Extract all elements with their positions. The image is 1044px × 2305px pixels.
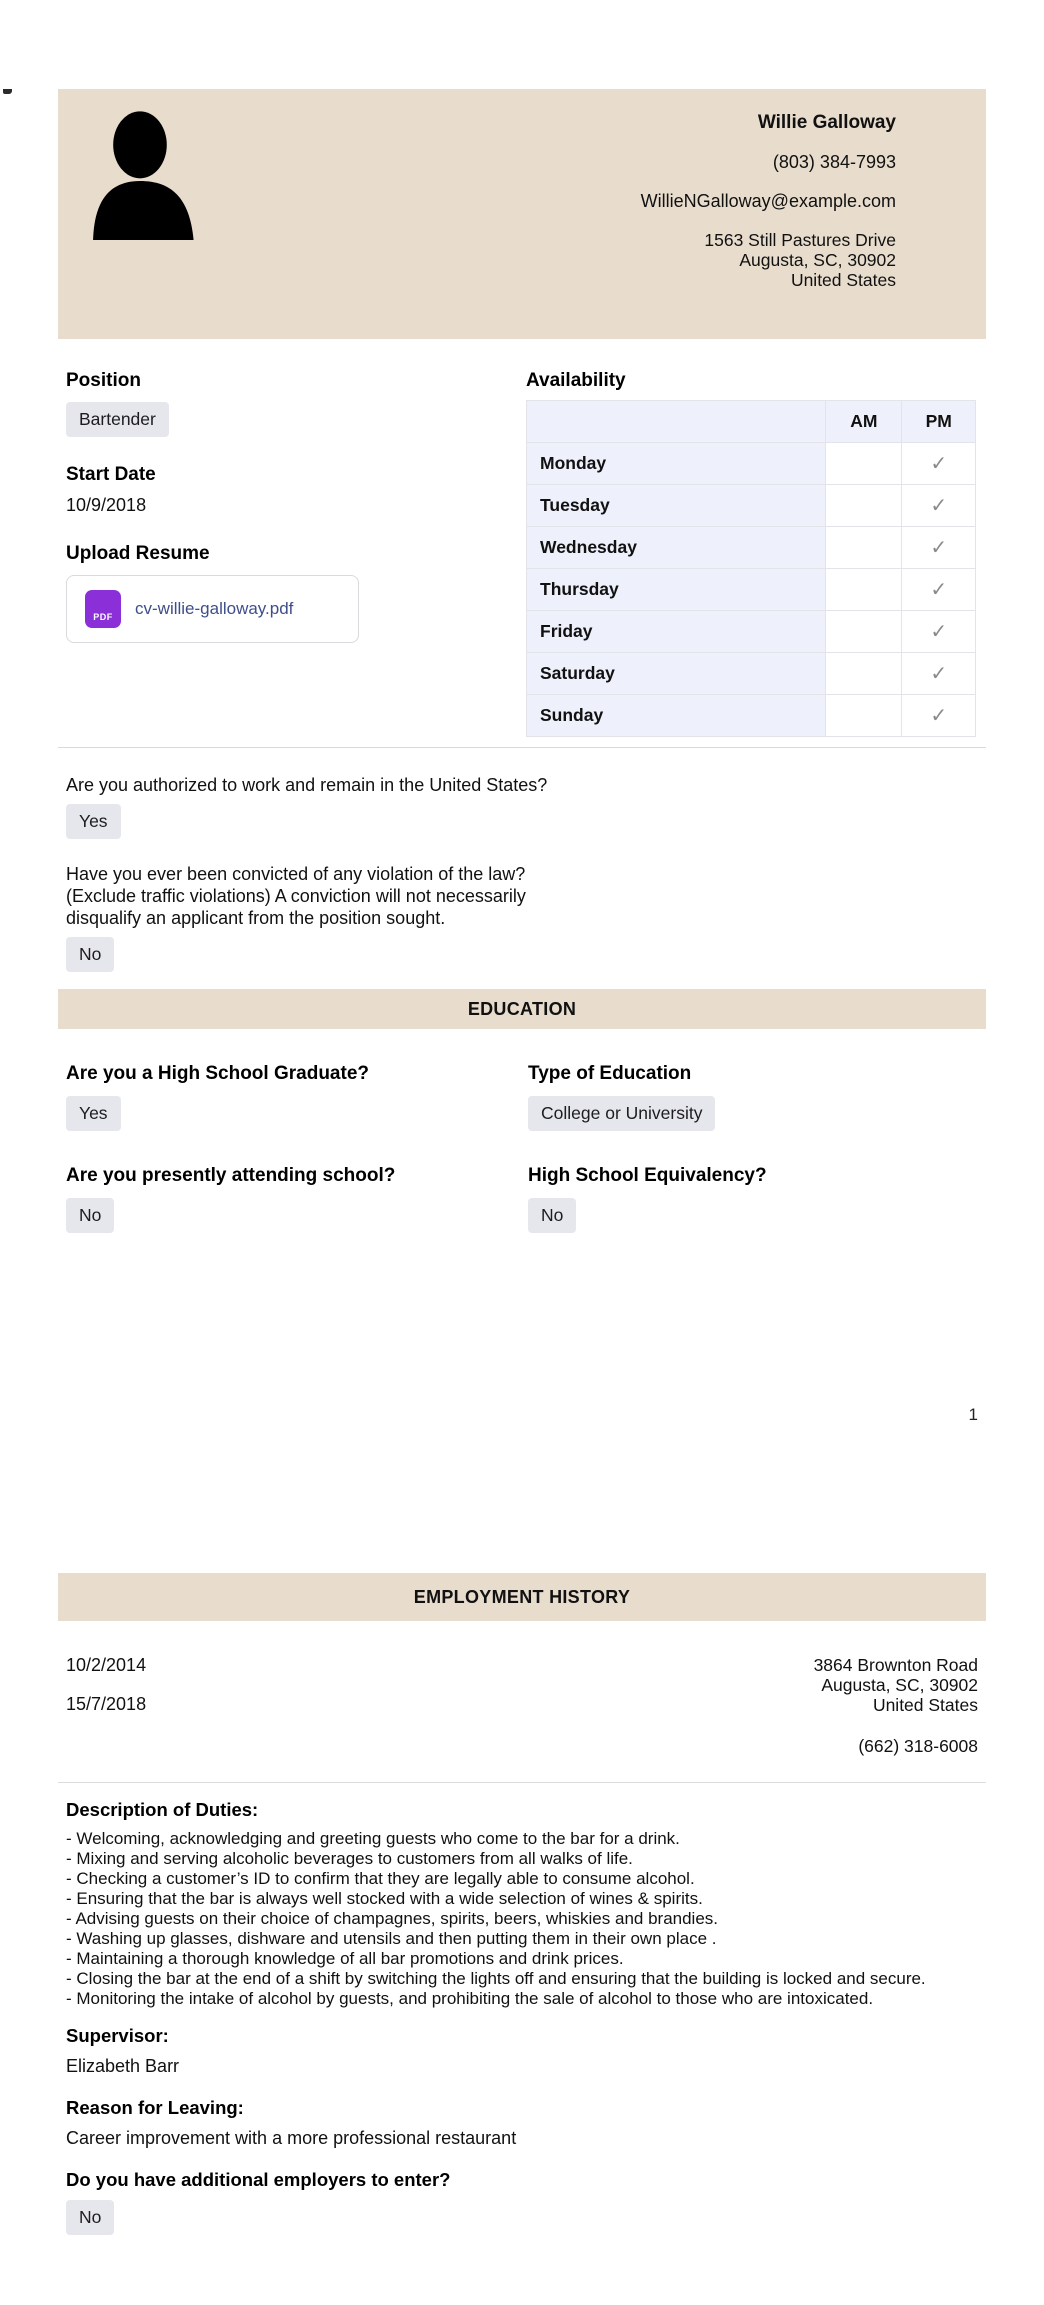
pdf-file-icon: PDF — [85, 590, 121, 628]
availability-day: Monday — [527, 443, 826, 485]
education-question: Are you a High School Graduate? — [66, 1063, 369, 1084]
availability-am-cell — [826, 485, 902, 527]
duty-item: - Monitoring the intake of alcohol by guests, and prohibiting the sale of alcohol to those who are intoxicated. — [66, 1989, 874, 2008]
employer-address-line-2: Augusta, SC, 30902 — [821, 1675, 978, 1695]
availability-am-cell — [826, 695, 902, 737]
availability-day: Tuesday — [527, 485, 826, 527]
availability-pm-cell — [902, 443, 976, 485]
answer-chip: Yes — [66, 804, 121, 839]
education-item-hs-graduate — [58, 1029, 520, 1131]
employment-section-banner: EMPLOYMENT HISTORY — [58, 1573, 986, 1621]
page-number: 1 — [968, 1405, 978, 1424]
duty-item: - Ensuring that the bar is always well stocked with a wide selection of wines & spirits. — [66, 1889, 703, 1908]
availability-pm-cell — [902, 611, 976, 653]
education-section — [58, 1029, 986, 1233]
check-icon: ✓ — [930, 537, 948, 559]
employer-address-line-3: United States — [872, 1695, 978, 1715]
start-date-value: 10/9/2018 — [66, 495, 147, 515]
contact-block — [641, 106, 896, 339]
answer-chip: No — [528, 1198, 576, 1233]
employment-summary — [58, 1655, 986, 1756]
availability-am-cell — [826, 527, 902, 569]
question-convicted — [66, 863, 531, 972]
position-value-chip: Bartender — [66, 402, 169, 437]
employment-dates — [66, 1655, 146, 1756]
employment-section — [58, 1655, 986, 2235]
employer-address-line-1: 3864 Brownton Road — [813, 1655, 978, 1675]
check-icon: ✓ — [930, 705, 948, 727]
duties-list — [66, 1829, 986, 2009]
check-icon: ✓ — [930, 495, 948, 517]
supervisor-name: Elizabeth Barr — [66, 2056, 180, 2076]
answer-chip: No — [66, 2200, 114, 2235]
availability-am-header: AM — [826, 401, 902, 443]
applicant-name: Willie Galloway — [757, 112, 896, 133]
position-label: Position — [66, 370, 141, 391]
availability-pm-cell — [902, 485, 976, 527]
question-text: Have you ever been convicted of any violation of the law? (Exclude traffic violations) A conviction will not necessarily disqualify an applicant from the position sought. — [66, 864, 526, 928]
question-authorized — [66, 774, 986, 839]
education-section-banner: EDUCATION — [58, 989, 986, 1029]
position-column — [58, 369, 520, 737]
availability-am-cell — [826, 611, 902, 653]
reason-for-leaving-value: Career improvement with a more professional restaurant — [66, 2128, 517, 2148]
availability-day: Sunday — [527, 695, 826, 737]
availability-pm-cell — [902, 653, 976, 695]
employer-phone: (662) 318-6008 — [858, 1736, 978, 1756]
availability-column — [526, 369, 976, 737]
employment-divider — [58, 1782, 986, 1783]
check-icon: ✓ — [930, 579, 948, 601]
check-icon: ✓ — [930, 663, 948, 685]
duty-item: - Washing up glasses, dishware and utensils and then putting them in their own place . — [66, 1929, 717, 1948]
question-text: Are you authorized to work and remain in the United States? — [66, 775, 548, 795]
education-item-type — [520, 1029, 986, 1131]
address-line-3: United States — [790, 270, 896, 290]
position-availability-section — [58, 369, 986, 737]
education-item-attending — [58, 1131, 520, 1233]
applicant-phone: (803) 384-7993 — [772, 152, 896, 172]
availability-day: Saturday — [527, 653, 826, 695]
applicant-header — [58, 89, 986, 339]
availability-day: Wednesday — [527, 527, 826, 569]
availability-row — [527, 443, 976, 485]
availability-row — [527, 527, 976, 569]
duty-item: - Closing the bar at the end of a shift by switching the lights off and ensuring that the building is locked and secure. — [66, 1969, 926, 1988]
employment-details — [58, 1798, 986, 2235]
applicant-address — [641, 230, 896, 290]
answer-chip: College or University — [528, 1096, 715, 1131]
availability-pm-cell — [902, 695, 976, 737]
education-question: High School Equivalency? — [528, 1165, 767, 1186]
avatar — [77, 106, 211, 240]
education-item-equivalency — [520, 1131, 986, 1233]
check-icon: ✓ — [930, 621, 948, 643]
additional-employers-question: Do you have additional employers to enter? — [66, 2169, 451, 2190]
availability-label: Availability — [526, 370, 626, 391]
answer-chip: No — [66, 937, 114, 972]
application-document — [0, 89, 1044, 2235]
supervisor-label: Supervisor: — [66, 2025, 169, 2046]
availability-row — [527, 653, 976, 695]
duty-item: - Welcoming, acknowledging and greeting guests who come to the bar for a drink. — [66, 1829, 680, 1848]
prescreen-questions — [58, 774, 986, 972]
resume-file-link[interactable]: cv-willie-galloway.pdf — [135, 599, 294, 618]
availability-table — [526, 400, 976, 737]
address-line-2: Augusta, SC, 30902 — [739, 250, 896, 270]
answer-chip: No — [66, 1198, 114, 1233]
duties-label: Description of Duties: — [66, 1799, 259, 1820]
education-question: Are you presently attending school? — [66, 1165, 396, 1186]
section-divider — [58, 747, 986, 748]
availability-day: Friday — [527, 611, 826, 653]
answer-chip: Yes — [66, 1096, 121, 1131]
availability-row — [527, 695, 976, 737]
person-silhouette-icon — [77, 106, 211, 240]
duty-item: - Checking a customer’s ID to confirm that they are legally able to consume alcohol. — [66, 1869, 695, 1888]
availability-pm-cell — [902, 527, 976, 569]
check-icon: ✓ — [930, 453, 948, 475]
availability-pm-header: PM — [902, 401, 976, 443]
availability-header-row — [527, 401, 976, 443]
availability-row — [527, 485, 976, 527]
screen-artifact — [3, 89, 12, 94]
duty-item: - Mixing and serving alcoholic beverages to customers from all walks of life. — [66, 1849, 633, 1868]
availability-day: Thursday — [527, 569, 826, 611]
employment-end-date: 15/7/2018 — [66, 1694, 147, 1714]
availability-am-cell — [826, 569, 902, 611]
availability-am-cell — [826, 443, 902, 485]
employment-start-date: 10/2/2014 — [66, 1655, 147, 1675]
availability-blank-header — [527, 401, 826, 443]
address-line-1: 1563 Still Pastures Drive — [704, 230, 896, 250]
reason-for-leaving-label: Reason for Leaving: — [66, 2097, 244, 2118]
upload-resume-label: Upload Resume — [66, 543, 210, 564]
availability-row — [527, 611, 976, 653]
start-date-label: Start Date — [66, 464, 156, 485]
duty-item: - Advising guests on their choice of champagnes, spirits, beers, whiskies and brandies. — [66, 1909, 719, 1928]
employer-address — [814, 1655, 978, 1756]
applicant-email: WillieNGalloway@example.com — [640, 191, 896, 211]
availability-pm-cell — [902, 569, 976, 611]
availability-am-cell — [826, 653, 902, 695]
resume-attachment-card[interactable] — [66, 575, 359, 643]
availability-row — [527, 569, 976, 611]
duty-item: - Maintaining a thorough knowledge of all bar promotions and drink prices. — [66, 1949, 624, 1968]
education-question: Type of Education — [528, 1063, 692, 1084]
